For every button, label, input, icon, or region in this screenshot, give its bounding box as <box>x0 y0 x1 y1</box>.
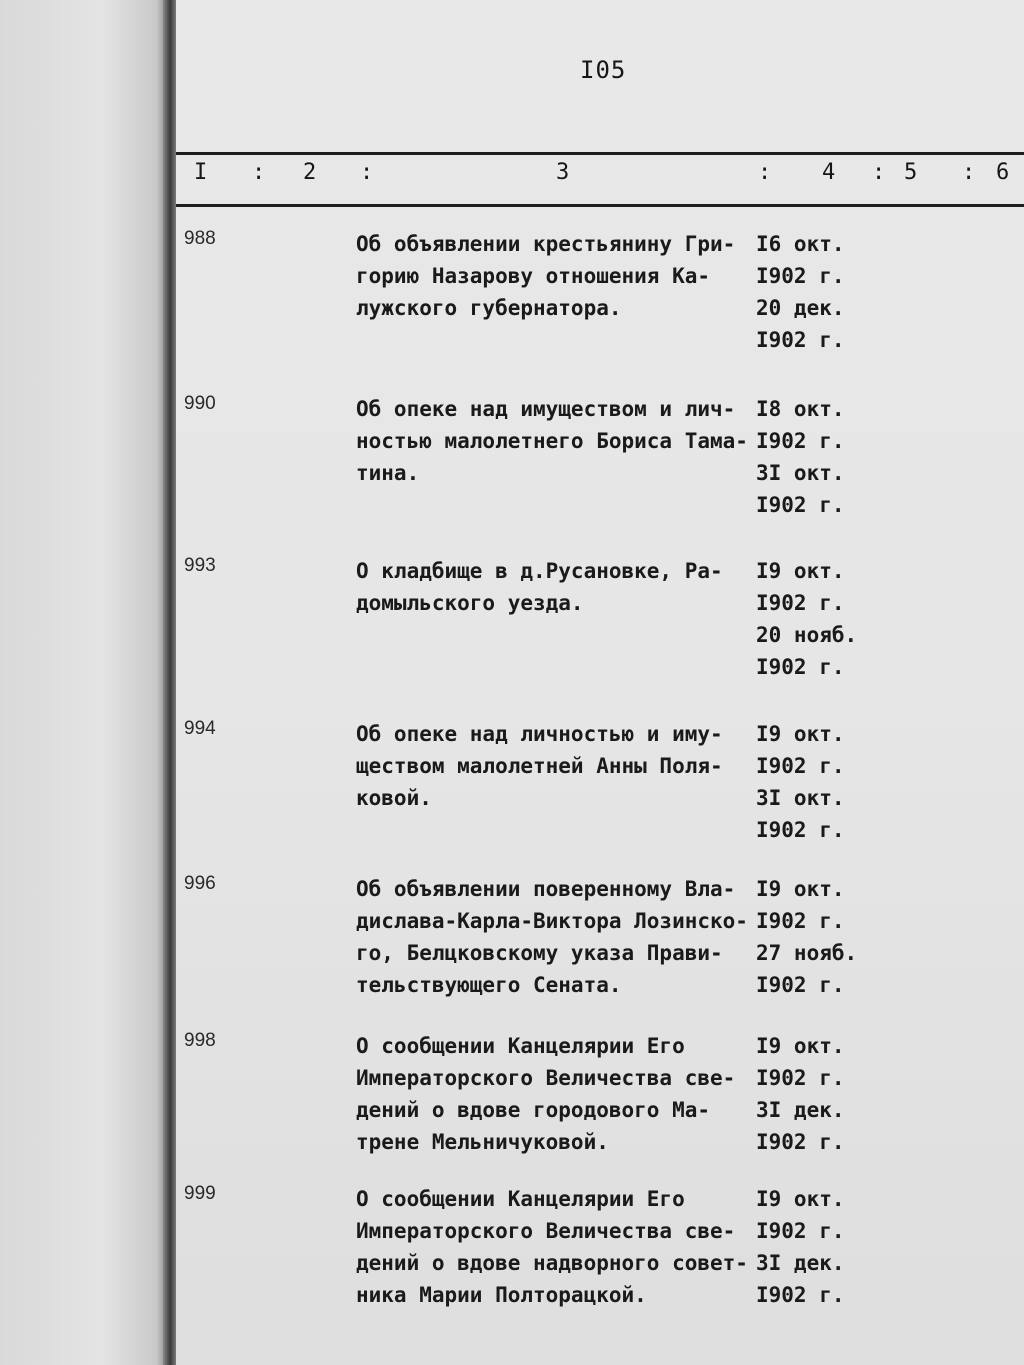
column-header-1: I <box>194 160 208 185</box>
entry-number: 988 <box>184 228 216 249</box>
left-page <box>0 0 170 1365</box>
header-rule-top <box>176 152 1024 155</box>
entry-number: 996 <box>184 873 216 894</box>
entry-description: О сообщении Канцелярии Его Императорского Величества све- дений о вдове надворного совет- ника Марии Полторацкой. <box>356 1187 748 1307</box>
column-separator: : <box>872 160 886 185</box>
entry-dates: I9 окт. I902 г. 20 нояб. I902 г. <box>756 559 858 679</box>
entry-number: 998 <box>184 1030 216 1051</box>
entry-number: 999 <box>184 1183 216 1204</box>
column-separator: : <box>252 160 266 185</box>
column-separator: : <box>758 160 772 185</box>
entry-dates: I8 окт. I902 г. 3I окт. I902 г. <box>756 397 845 517</box>
column-separator: : <box>360 160 374 185</box>
entry-dates: I9 окт. I902 г. 3I дек. I902 г. <box>756 1034 845 1154</box>
column-header-2: 2 <box>303 160 317 185</box>
entry-description: О сообщении Канцелярии Его Императорского Величества све- дений о вдове городового Ма- трене Мельничуковой. <box>356 1034 736 1154</box>
entry-description: Об объявлении поверенному Вла- дислава-Карла-Виктора Лозинско- го, Белцковскому указа Прави- тельствующего Сената. <box>356 877 748 997</box>
entry-description: Об объявлении крестьянину Гри- горию Назарову отношения Ка- лужского губернатора. <box>356 232 736 320</box>
entry-dates: I9 окт. I902 г. 3I дек. I902 г. <box>756 1187 845 1307</box>
entry-description: Об опеке над личностью и иму- ществом малолетней Анны Поля- ковой. <box>356 722 723 810</box>
column-header-6: 6 <box>996 160 1010 185</box>
entry-dates: I6 окт. I902 г. 20 дек. I902 г. <box>756 232 845 352</box>
entry-number: 993 <box>184 555 216 576</box>
entry-dates: I9 окт. I902 г. 3I окт. I902 г. <box>756 722 845 842</box>
entry-description: О кладбище в д.Русановке, Ра- домыльского уезда. <box>356 559 723 615</box>
entry-number: 994 <box>184 718 216 739</box>
column-header-4: 4 <box>822 160 836 185</box>
page-number: I05 <box>580 56 627 84</box>
column-header-5: 5 <box>904 160 918 185</box>
document-page <box>176 0 1024 1365</box>
entry-number: 990 <box>184 393 216 414</box>
entry-dates: I9 окт. I902 г. 27 нояб. I902 г. <box>756 877 858 997</box>
entry-description: Об опеке над имуществом и лич- ностью малолетнего Бориса Тама- тина. <box>356 397 748 485</box>
column-header-3: 3 <box>556 160 570 185</box>
column-separator: : <box>962 160 976 185</box>
header-rule-bottom <box>176 204 1024 207</box>
